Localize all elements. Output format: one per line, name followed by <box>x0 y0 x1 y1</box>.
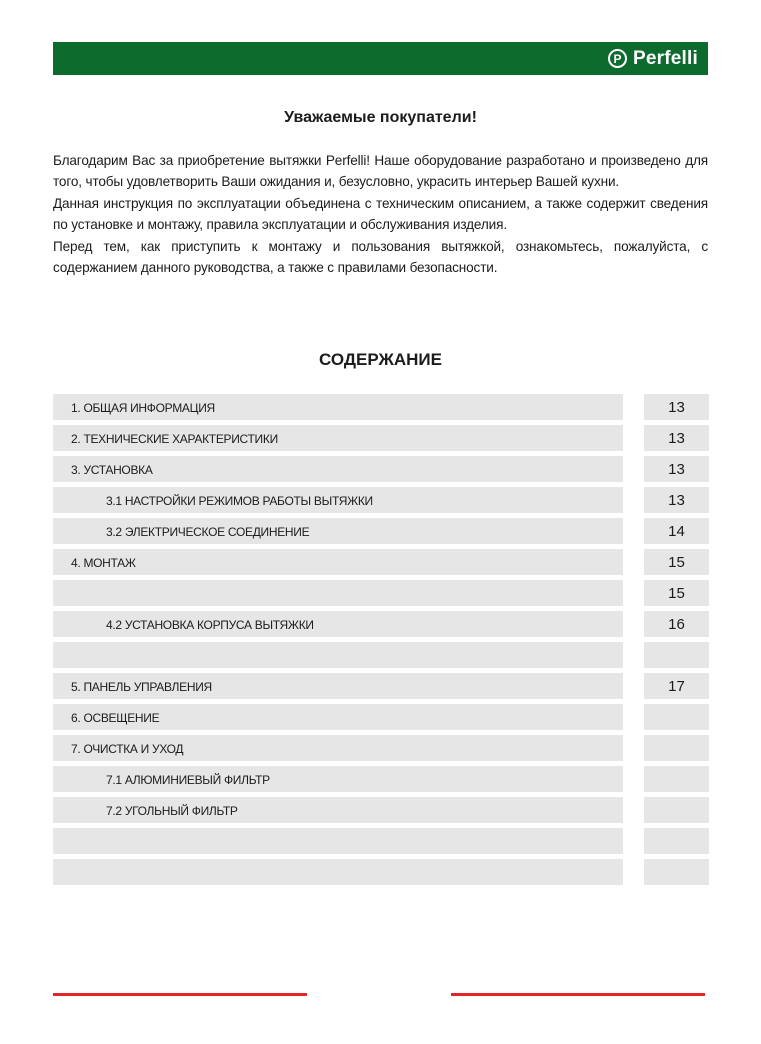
toc-entry-label: 4.2 УСТАНОВКА КОРПУСА ВЫТЯЖКИ <box>53 611 623 637</box>
toc-row[interactable] <box>53 673 709 699</box>
toc-page-number: 13 <box>644 487 709 513</box>
toc-entry-label: 6. ОСВЕЩЕНИЕ <box>53 704 623 730</box>
toc-page-number <box>644 704 709 730</box>
table-of-contents <box>53 394 709 890</box>
intro-paragraph-2: Данная инструкция по эксплуатации объединена с техническим описанием, а также содержит сведения по установке и монтажу, правила эксплуатации и обслуживания изделия. <box>53 195 708 233</box>
toc-page-number: 13 <box>644 394 709 420</box>
toc-row[interactable] <box>53 828 709 854</box>
toc-row[interactable] <box>53 766 709 792</box>
toc-entry-label <box>53 580 623 606</box>
toc-row[interactable] <box>53 859 709 885</box>
toc-page-number <box>644 859 709 885</box>
toc-page-number <box>644 735 709 761</box>
toc-title: СОДЕРЖАНИЕ <box>319 350 442 369</box>
toc-entry-label: 3.1 НАСТРОЙКИ РЕЖИМОВ РАБОТЫ ВЫТЯЖКИ <box>53 487 623 513</box>
toc-row[interactable] <box>53 549 709 575</box>
toc-entry-label: 7.1 АЛЮМИНИЕВЫЙ ФИЛЬТР <box>53 766 623 792</box>
toc-page-number <box>644 797 709 823</box>
toc-page-number: 14 <box>644 518 709 544</box>
toc-row[interactable] <box>53 797 709 823</box>
toc-page-number: 13 <box>644 425 709 451</box>
toc-page-number: 17 <box>644 673 709 699</box>
toc-entry-label: 5. ПАНЕЛЬ УПРАВЛЕНИЯ <box>53 673 623 699</box>
toc-entry-label <box>53 828 623 854</box>
greeting-heading: Уважаемые покупатели! <box>284 109 477 126</box>
toc-row[interactable] <box>53 518 709 544</box>
toc-page-number: 15 <box>644 549 709 575</box>
toc-row[interactable] <box>53 611 709 637</box>
toc-page-number: 13 <box>644 456 709 482</box>
toc-entry-label: 1. ОБЩАЯ ИНФОРМАЦИЯ <box>53 394 623 420</box>
intro-paragraph-3: Перед тем, как приступить к монтажу и пользования вытяжкой, ознакомьтесь, пожалуйста, с содержанием данного руководства, а также с правилами безопасности. <box>53 238 708 276</box>
toc-page-number: 15 <box>644 580 709 606</box>
toc-entry-label: 3. УСТАНОВКА <box>53 456 623 482</box>
toc-page-number <box>644 828 709 854</box>
toc-page-number <box>644 642 709 668</box>
brand-name: Perfelli <box>633 47 698 69</box>
footer-line-right <box>451 993 705 996</box>
brand-logo <box>608 46 698 71</box>
brand-p-icon: P <box>608 49 627 68</box>
header-bar <box>53 42 708 75</box>
toc-entry-label: 7. ОЧИСТКА И УХОД <box>53 735 623 761</box>
toc-row[interactable] <box>53 580 709 606</box>
toc-row[interactable] <box>53 487 709 513</box>
toc-page-number: 16 <box>644 611 709 637</box>
toc-entry-label: 7.2 УГОЛЬНЫЙ ФИЛЬТР <box>53 797 623 823</box>
toc-entry-label: 3.2 ЭЛЕКТРИЧЕСКОЕ СОЕДИНЕНИЕ <box>53 518 623 544</box>
toc-row[interactable] <box>53 456 709 482</box>
toc-entry-label <box>53 859 623 885</box>
toc-row[interactable] <box>53 425 709 451</box>
toc-entry-label: 2. ТЕХНИЧЕСКИЕ ХАРАКТЕРИСТИКИ <box>53 425 623 451</box>
toc-page-number <box>644 766 709 792</box>
intro-paragraph-1: Благодарим Вас за приобретение вытяжки Perfelli! Наше оборудование разработано и произведено для того, чтобы удовлетворить Ваши ожидания и, безусловно, украсить интерьер Вашей кухни. <box>53 153 708 190</box>
toc-row[interactable] <box>53 704 709 730</box>
toc-row[interactable] <box>53 394 709 420</box>
toc-row[interactable] <box>53 735 709 761</box>
toc-entry-label <box>53 642 623 668</box>
toc-entry-label: 4. МОНТАЖ <box>53 549 623 575</box>
toc-row[interactable] <box>53 642 709 668</box>
footer-line-left <box>53 993 307 996</box>
intro-text <box>53 150 708 278</box>
